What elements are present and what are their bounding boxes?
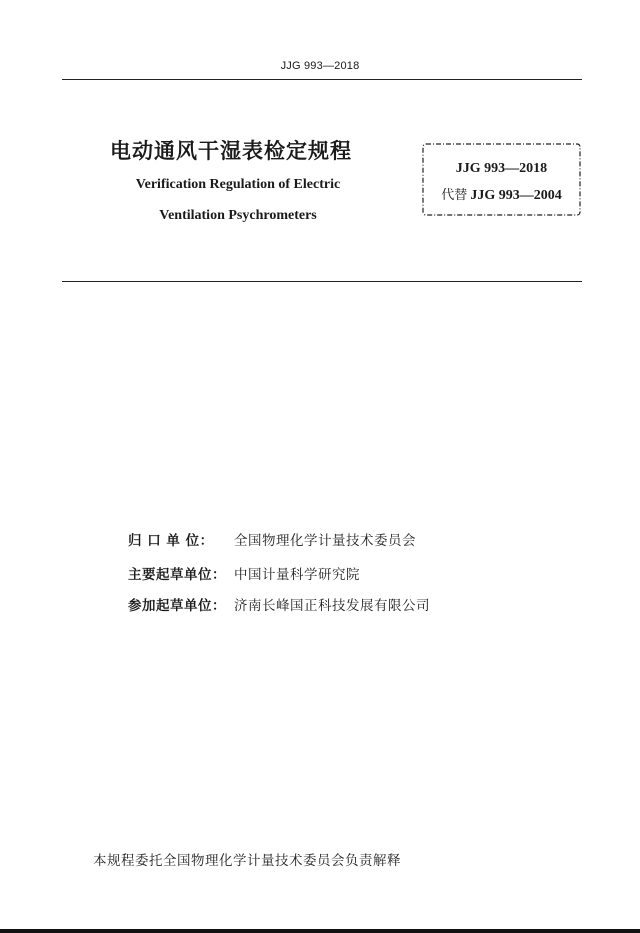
- organization-label: 归 口 单 位：: [128, 533, 214, 549]
- stamp-code: JJG 993—2018: [455, 161, 548, 176]
- stamp-replaces: [420, 184, 583, 204]
- organization-row-responsible: [128, 529, 416, 549]
- standard-code-stamp: [420, 141, 583, 218]
- interpretation-note: 本规程委托全国物理化学计量技术委员会负责解释: [93, 853, 401, 869]
- page-bottom-edge: [0, 929, 640, 933]
- stamp-replaces-label: 代替: [441, 188, 468, 203]
- organization-value: 中国计量科学研究院: [234, 567, 360, 583]
- header-standard-code: JJG 993—2018: [280, 60, 360, 72]
- header-rule: [62, 79, 582, 80]
- organization-row-participating-drafter: [128, 594, 430, 614]
- organization-label: 参加起草单位：: [128, 598, 226, 614]
- organization-row-main-drafter: [128, 563, 360, 583]
- organization-value: 济南长峰国正科技发展有限公司: [234, 598, 430, 614]
- english-title-line-1: Verification Regulation of Electric: [135, 177, 341, 192]
- title-section-rule: [62, 281, 582, 282]
- english-title-line-2: Ventilation Psychrometers: [159, 208, 317, 223]
- stamp-replaces-code: JJG 993—2004: [470, 188, 562, 203]
- organization-label: 主要起草单位：: [128, 567, 226, 583]
- chinese-title: 电动通风干湿表检定规程: [110, 139, 352, 163]
- organization-value: 全国物理化学计量技术委员会: [234, 533, 416, 549]
- stamp-border: [420, 141, 583, 218]
